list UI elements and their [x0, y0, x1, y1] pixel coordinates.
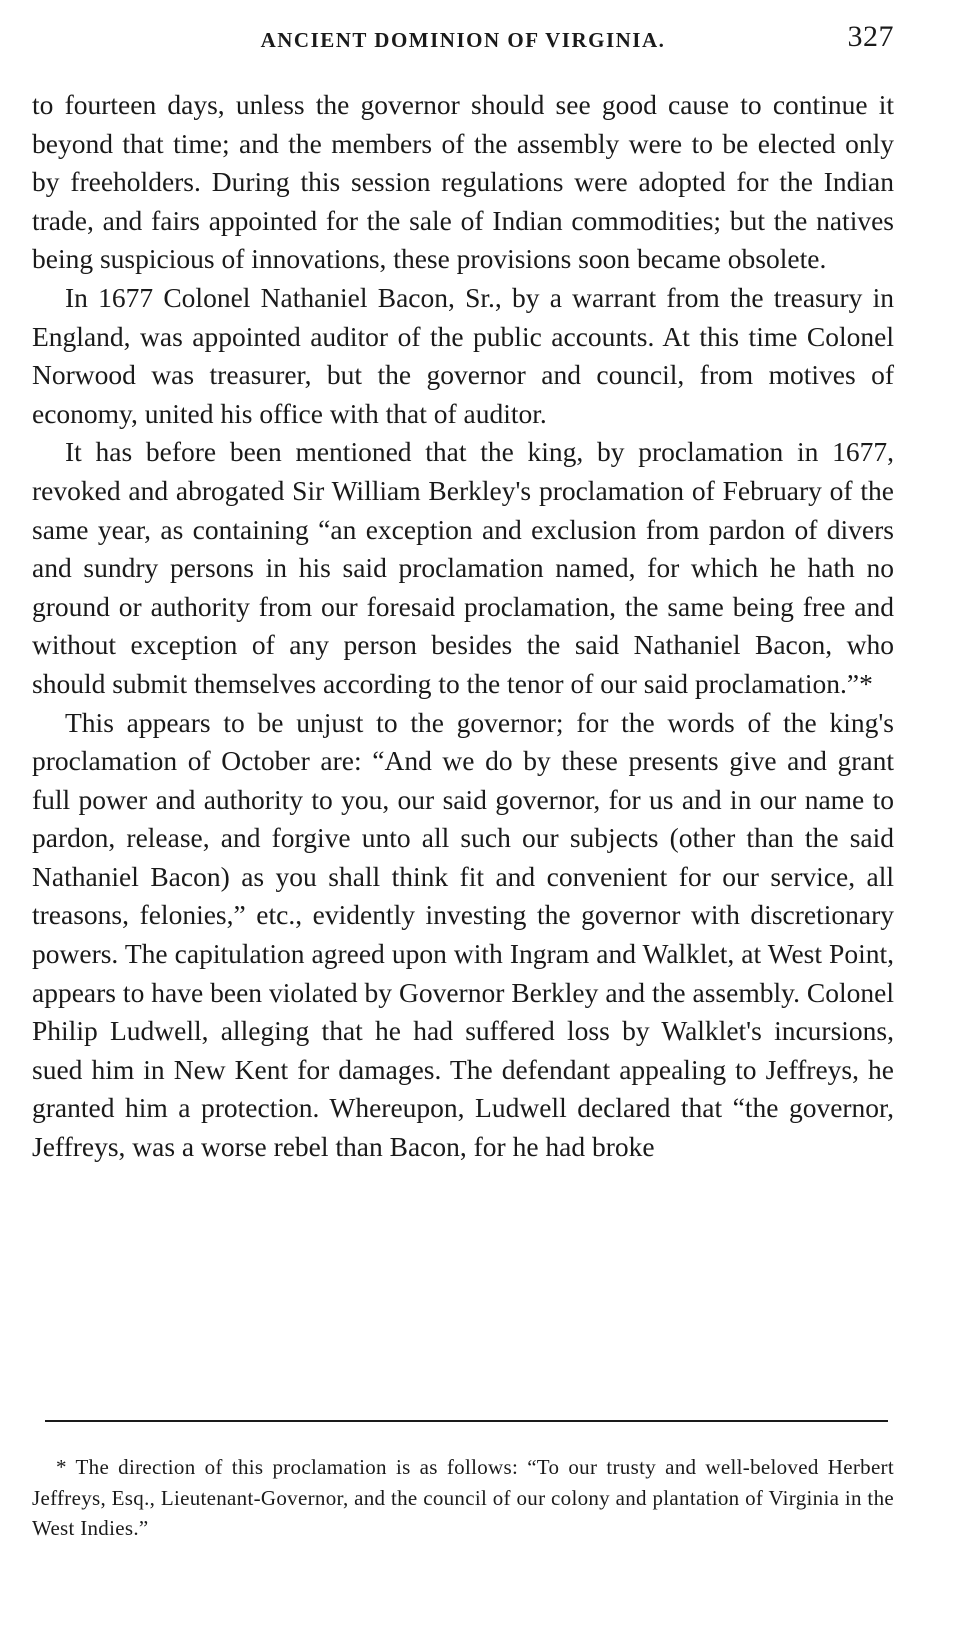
paragraph-king-proclamation: It has before been mentioned that the king, by proclamation in 1677, revoked and abrogated Sir William Berkley's proclamation of February of the same year, as containing “an exception and exclusion from pardon of divers and sundry persons in his said proclamation named, for which he hath no ground or authority from our foresaid proclamation, the same being free and without exception of any person besides the said Nathaniel Bacon, who should submit themselves according to the tenor of our said proclamation.”* — [32, 436, 894, 699]
paragraph-bacon-auditor: In 1677 Colonel Nathaniel Bacon, Sr., by a warrant from the treasury in England, was appointed auditor of the public accounts. At this time Colonel Norwood was treasurer, but the governor and council, from motives of economy, united his office with that of auditor. — [32, 281, 894, 429]
page-number: 327 — [847, 20, 894, 53]
running-head — [32, 18, 894, 58]
footnote — [32, 1452, 894, 1544]
body-text — [32, 86, 894, 1167]
footnote-text: * The direction of this proclamation is as follows: “To our trusty and well-beloved Herbert Jeffreys, Esq., Lieutenant-Governor, and the council of our colony and plantation of Virginia in the West Indies.” — [32, 1455, 894, 1540]
running-title: ANCIENT DOMINION OF VIRGINIA. — [260, 28, 666, 52]
paragraph-unjust-governor: This appears to be unjust to the governor; for the words of the king's proclamation of October are: “And we do by these presents give and grant full power and authority to you, our said governor, for us and in our name to pardon, release, and forgive unto all such our subjects (other than the said Nathaniel Bacon) as you shall think fit and convenient for our service, all treasons, felonies,” etc., evidently investing the governor with discretionary powers. The capitulation agreed upon with Ingram and Walklet, at West Point, appears to have been violated by Governor Berkley and the assembly. Colonel Philip Ludwell, alleging that he had suffered loss by Walklet's incursions, sued him in New Kent for damages. The defendant appealing to Jeffreys, he granted him a protection. Whereupon, Ludwell declared that “the governor, Jeffreys, was a worse rebel than Bacon, for he had broke — [32, 706, 894, 1163]
paragraph-continued: to fourteen days, unless the governor should see good cause to continue it beyond that time; and the members of the assembly were to be elected only by freeholders. During this session regulations were adopted for the Indian trade, and fairs appointed for the sale of Indian commodities; but the natives being suspicious of innovations, these provisions soon became obsolete. — [32, 89, 894, 275]
footnote-divider — [45, 1420, 888, 1422]
